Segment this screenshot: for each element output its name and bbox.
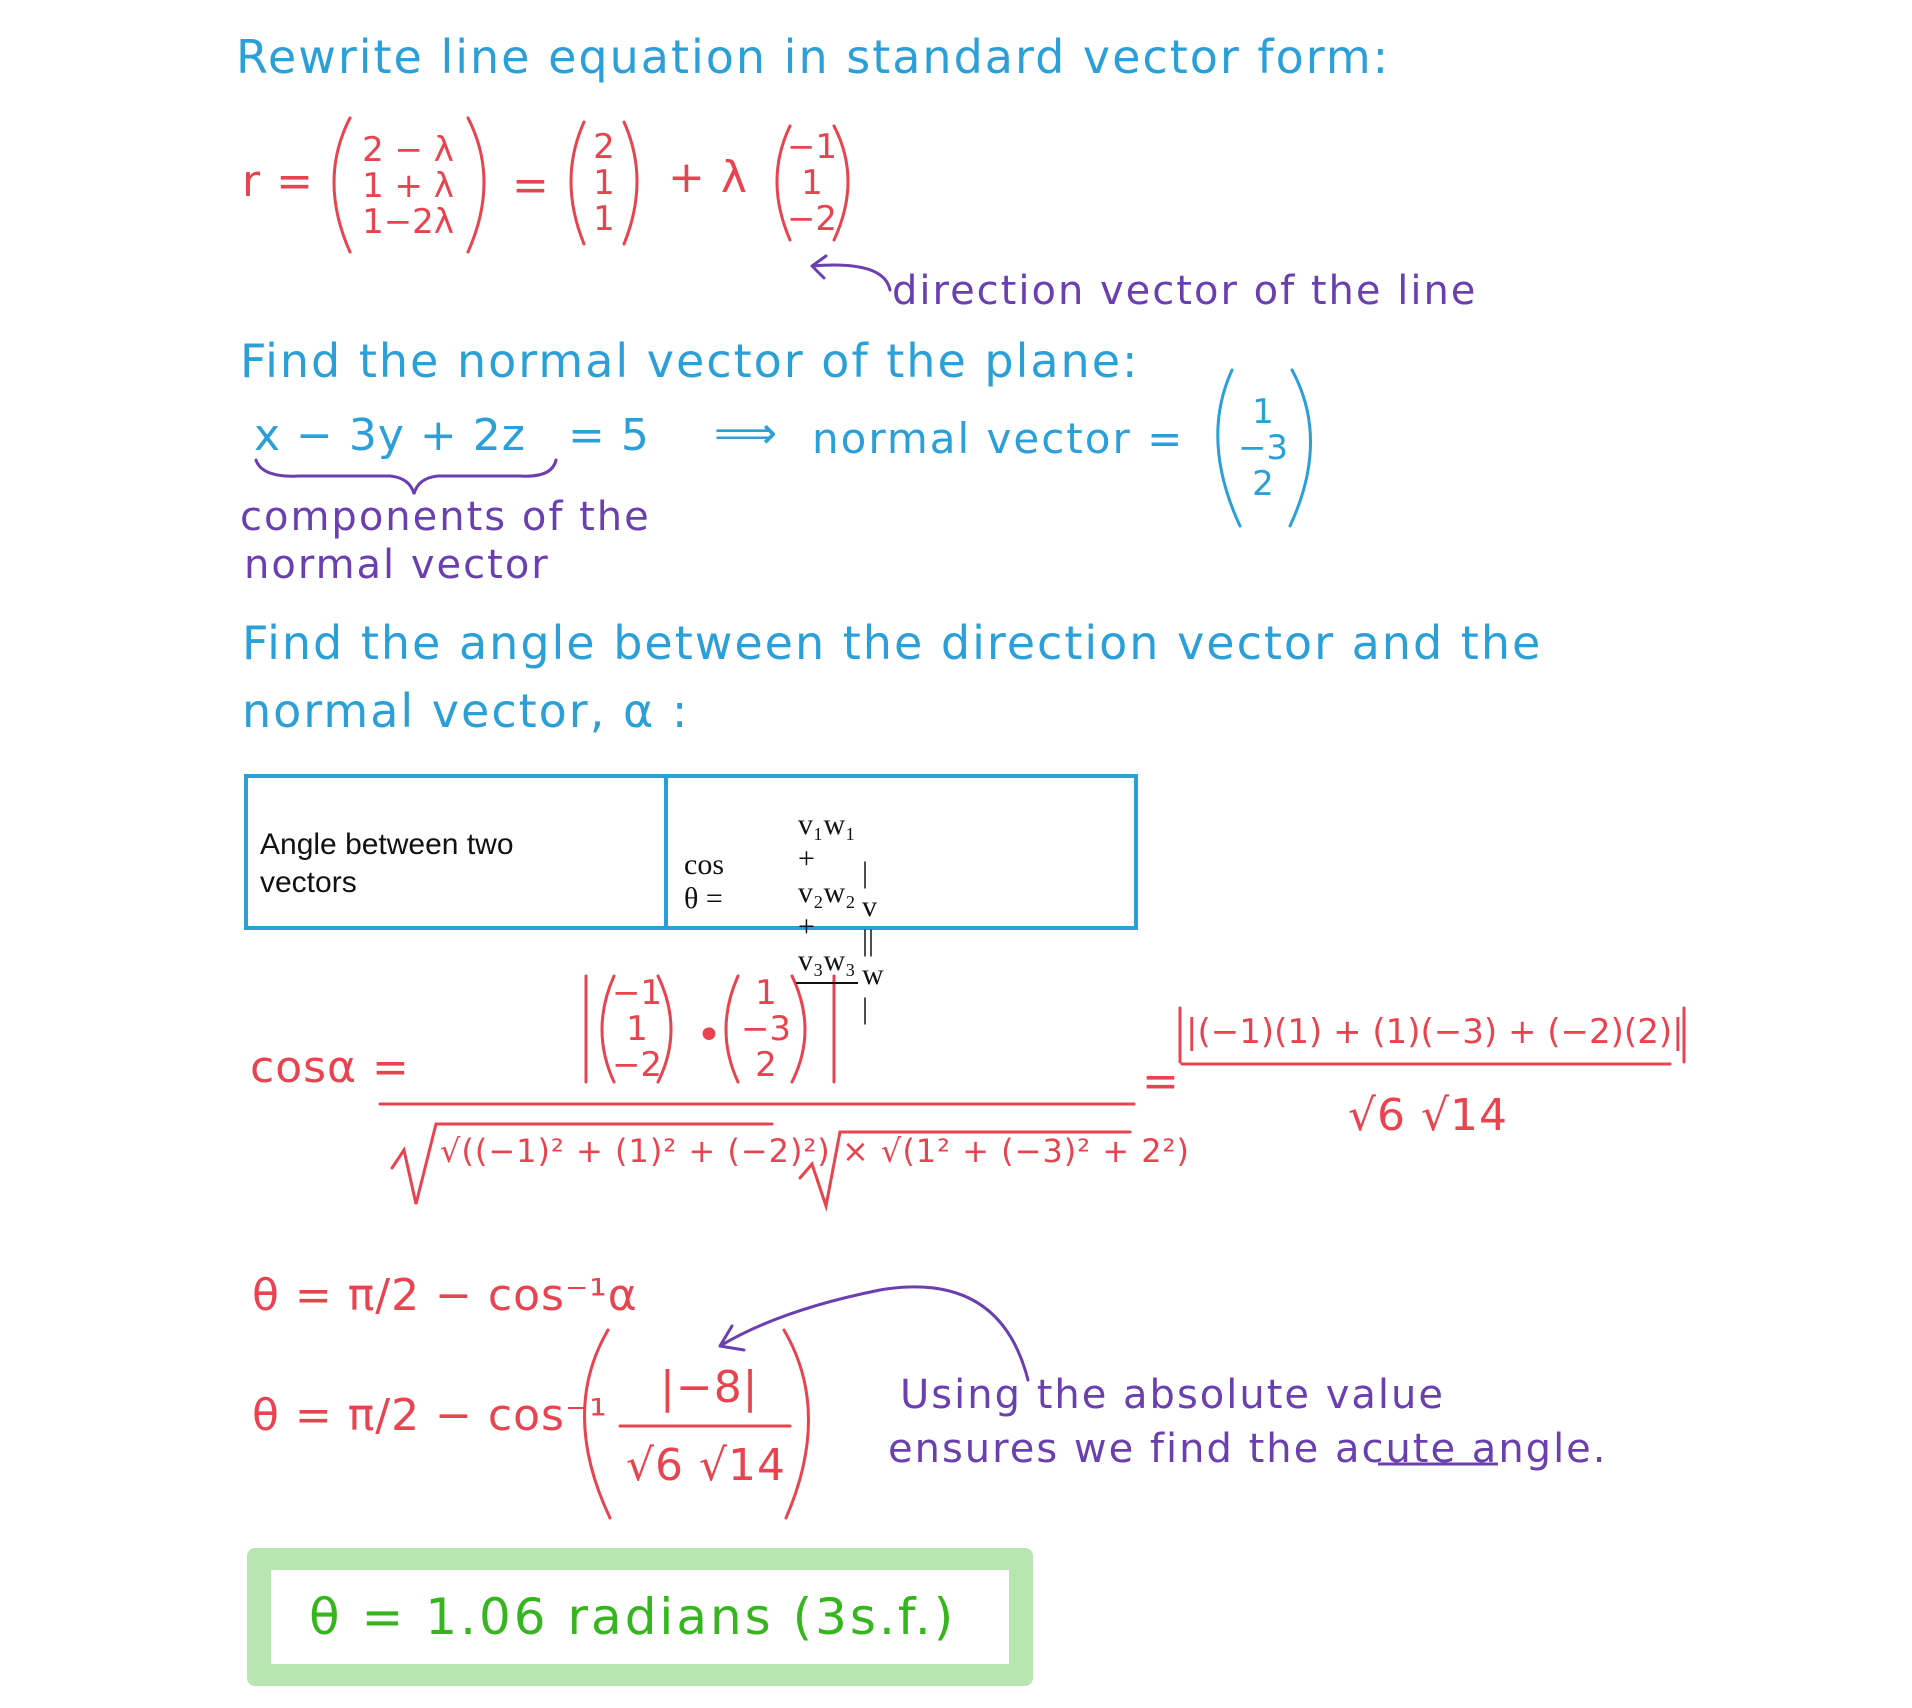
vector-b [734,973,798,1085]
answer-inner [271,1570,1009,1664]
direction-vector-row: 1 [801,163,823,204]
line-vector [344,122,472,252]
plus-lambda: + λ [668,152,748,203]
final-answer: θ = 1.06 radians (3s.f.) [309,1588,957,1646]
note-line2 [888,1426,1608,1472]
components-note-line2: normal vector [244,542,550,588]
position-vector [576,124,632,244]
theta-line2-lhs: θ = π/2 − cos⁻¹ [252,1390,608,1441]
theta-line2-numerator: |−8| [660,1362,759,1413]
normal-vector-row: 1 [1252,392,1274,433]
direction-vector [782,126,842,242]
normal-vector-row: 2 [1252,463,1274,504]
equals-sign: = [512,160,550,211]
numerator-expanded: |(−1)(1) + (1)(−3) + (−2)(2)| [1186,1012,1684,1052]
implies-arrow: ⟹ [714,408,779,459]
direction-note: direction vector of the line [892,268,1478,314]
position-vector-row: 1 [593,163,615,204]
r-label: r = [242,156,314,207]
vector-a-row: 1 [626,1009,648,1050]
formula-denominator: | v || w | [862,856,884,1025]
normal-vector [1232,374,1294,524]
direction-vector-row: −1 [786,127,838,168]
components-note-line1: components of the [240,494,651,540]
plane-rhs: = 5 [568,410,650,461]
paren-right [784,1330,809,1518]
answer-box [247,1548,1033,1686]
vector-a [608,973,666,1085]
formula-box [244,774,1138,1025]
theta-line2-denominator: √6 √14 [626,1440,787,1491]
normal-label: normal vector = [812,414,1185,463]
step3-heading-line2: normal vector, α : [242,684,690,738]
step1-heading: Rewrite line equation in standard vector form: [236,30,1391,84]
vector-a-row: −2 [611,1044,663,1085]
underbrace [256,460,556,494]
note-line1: Using the absolute value [900,1372,1445,1418]
vector-a-row: −1 [611,973,663,1014]
curved-arrow-icon [812,256,890,290]
normal-vector-row: −3 [1237,428,1289,469]
theta-line1: θ = π/2 − cos⁻¹α [252,1270,638,1321]
vector-b-row: 1 [755,973,777,1014]
step3-heading-line1: Find the angle between the direction vector and the [242,616,1543,670]
arrow-icon [720,1287,1028,1380]
formula-label: Angle between two vectors [260,828,514,899]
position-vector-row: 1 [593,198,615,239]
divider [664,778,668,926]
position-vector-row: 2 [593,127,615,168]
note-text: ensures we find the [888,1426,1335,1472]
direction-vector-row: −2 [786,198,838,239]
line-vector-row: 1 + λ [362,166,454,207]
formula-numerator: v₁w₁ + v₂w₂ + v₃w₃ [796,808,858,984]
note-text: angle. [1457,1426,1608,1472]
line-vector-row: 2 − λ [362,130,454,171]
formula-lhs: cos θ = [684,848,724,915]
plane-lhs: x − 3y + 2z [254,410,526,461]
dot-operator: • [696,1010,723,1061]
cos-alpha-denominator: √((−1)² + (1)² + (−2)²) × √(1² + (−3)² + 2²) [440,1132,1190,1170]
vector-b-row: 2 [755,1044,777,1085]
step2-heading: Find the normal vector of the plane: [240,334,1140,388]
equals-sign: = [1142,1056,1180,1107]
acute-emphasis: acute [1334,1426,1458,1472]
cos-alpha-label: cosα = [250,1042,410,1093]
line-vector-row: 1−2λ [362,201,454,242]
denominator-simplified: √6 √14 [1348,1090,1509,1141]
vector-b-row: −3 [740,1009,792,1050]
